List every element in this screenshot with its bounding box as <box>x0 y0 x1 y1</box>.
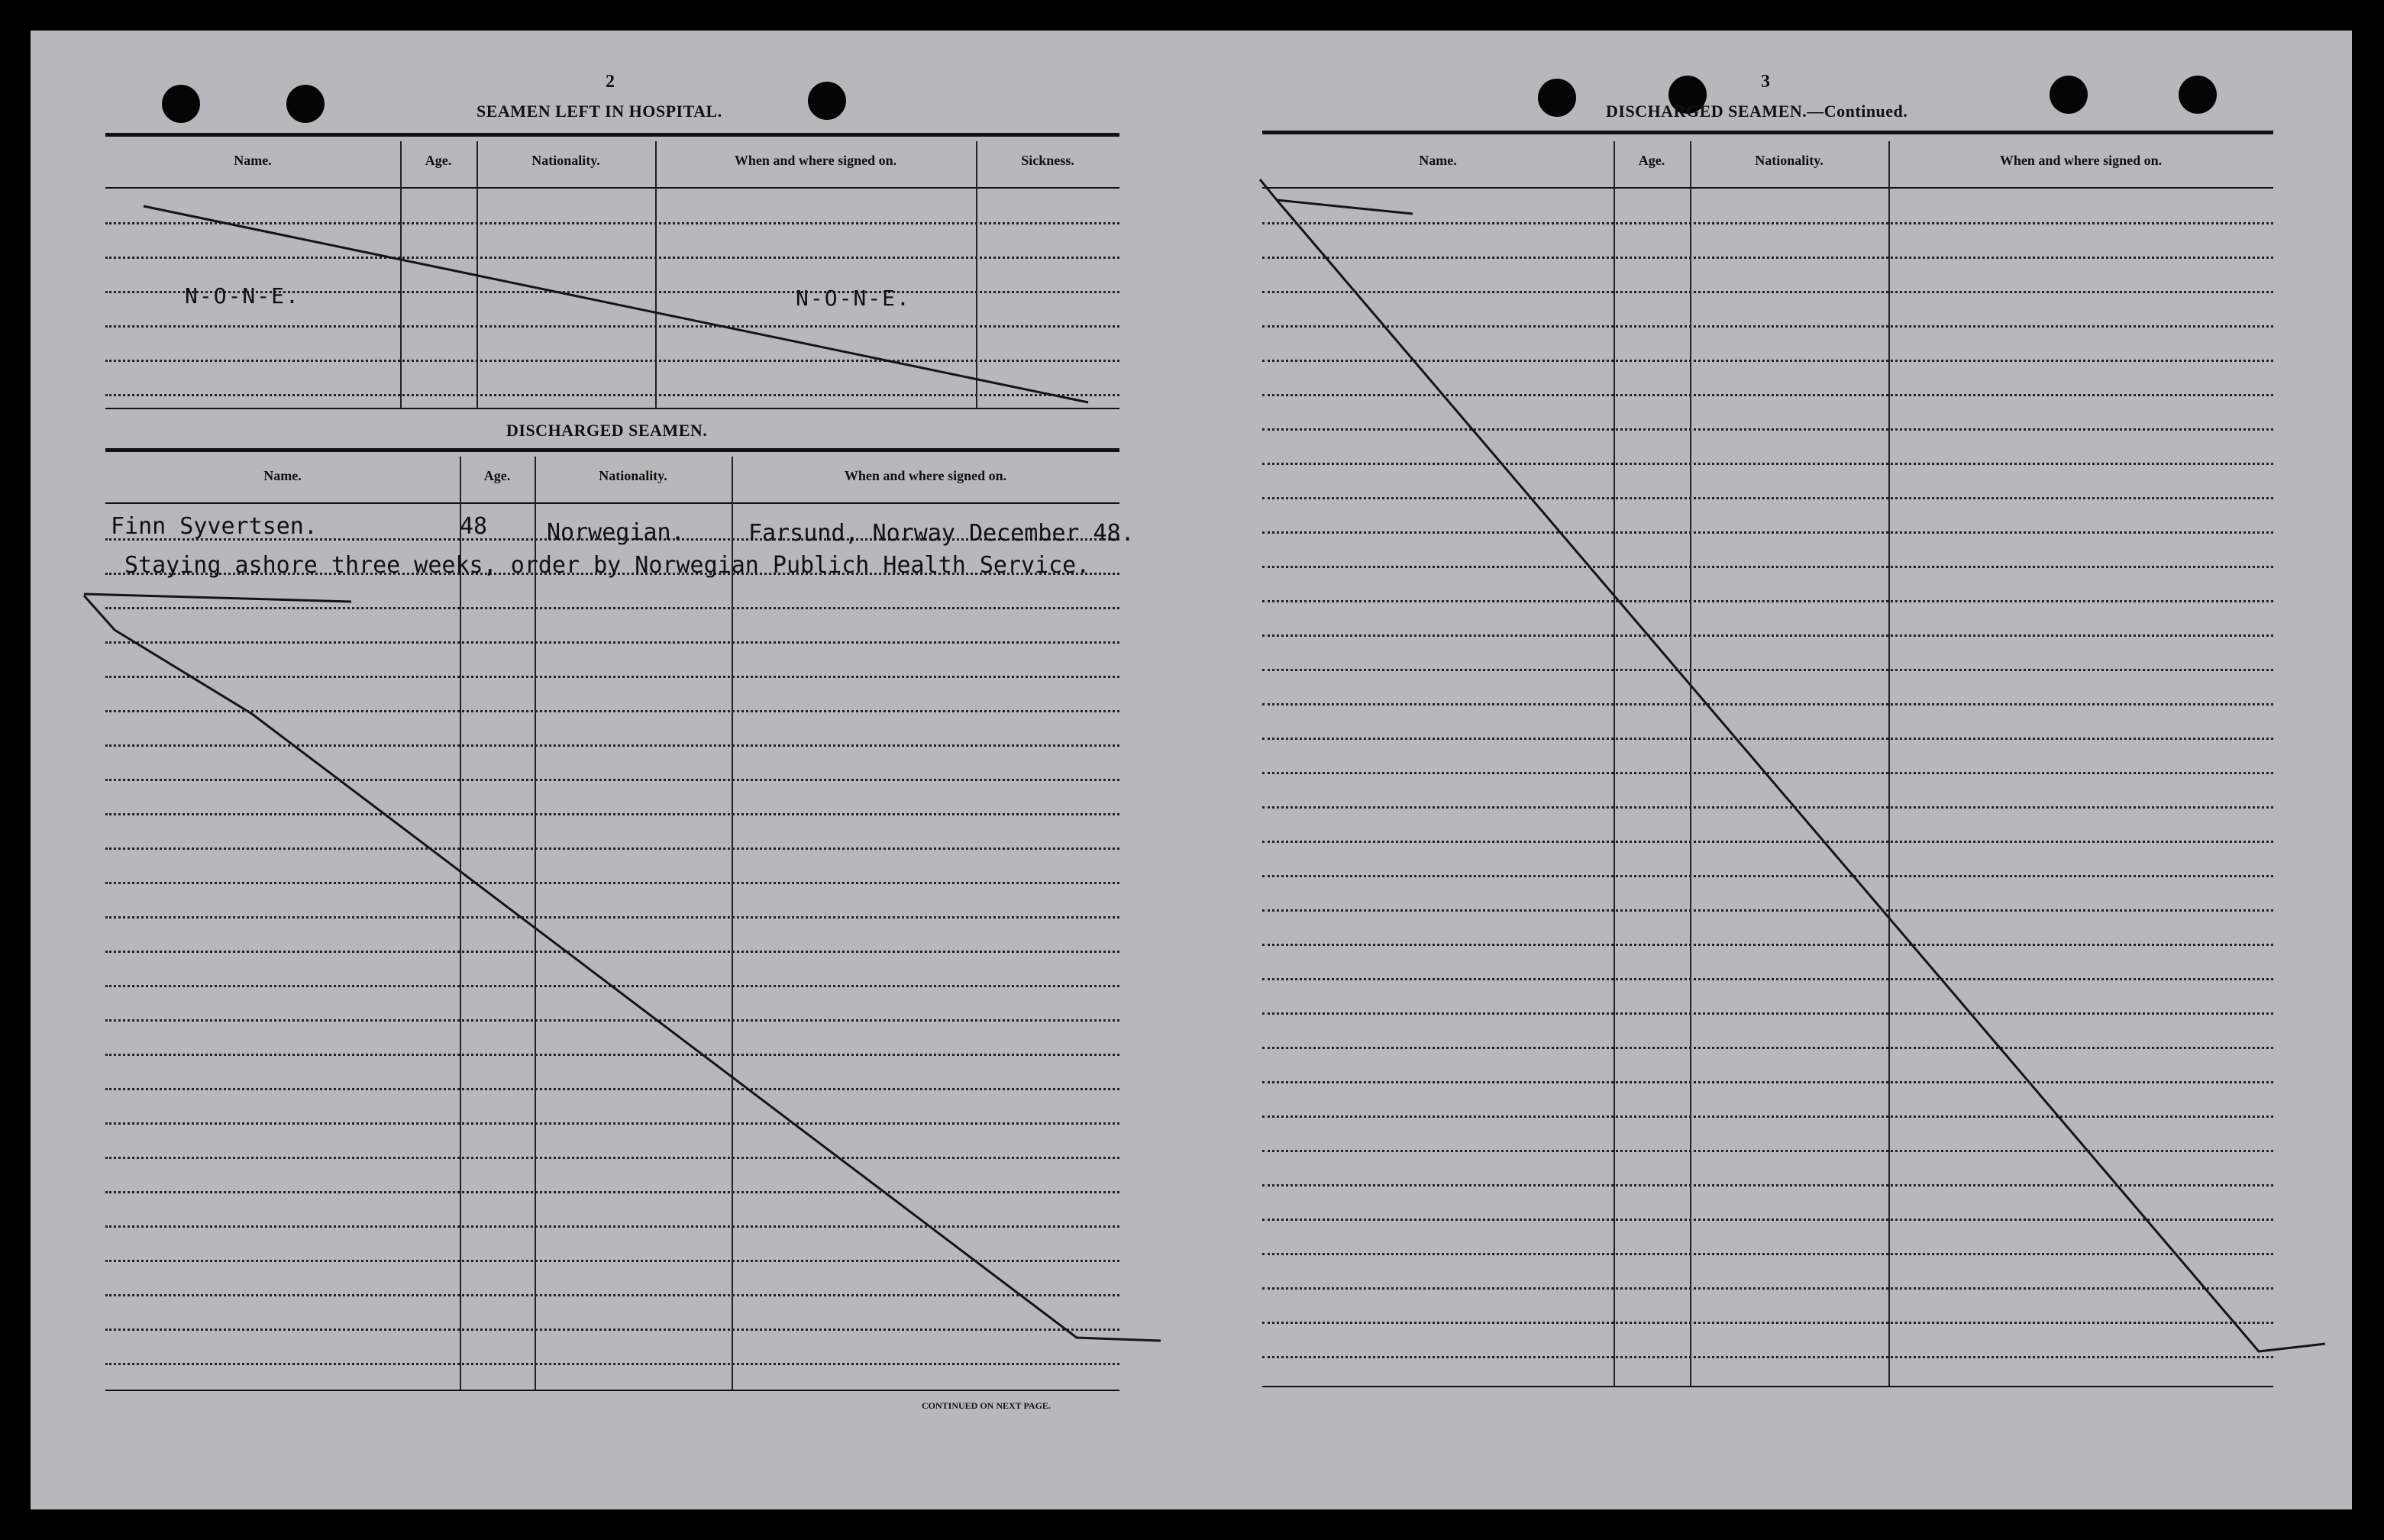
hospital-col-signed-on: When and where signed on. <box>734 153 897 168</box>
discharged-col-age: Age. <box>483 468 511 483</box>
right-col-nationality: Nationality. <box>1755 153 1824 168</box>
right-col-name: Name. <box>1419 153 1457 168</box>
hospital-col-age: Age. <box>425 153 452 168</box>
right-col-age: Age. <box>1638 153 1665 168</box>
discharged-col-nationality: Nationality. <box>599 468 667 483</box>
discharged-strike-line <box>84 594 1161 1341</box>
continued-footer: CONTINUED ON NEXT PAGE. <box>922 1400 1051 1411</box>
hospital-strike-line <box>144 206 1088 402</box>
discharged-continued-title: DISCHARGED SEAMEN.—Continued. <box>1606 102 1908 121</box>
discharged-col-signed-on: When and where signed on. <box>844 468 1007 483</box>
hospital-entry-signed-on: N-O-N-E. <box>796 286 911 311</box>
seaman-age: 48 <box>460 513 488 540</box>
seaman-remark: Staying ashore three weeks, order by Norwegian Publich Health Service. <box>124 552 1090 579</box>
page-number-right: 3 <box>1761 72 1770 92</box>
hospital-col-nationality: Nationality. <box>531 153 600 168</box>
seaman-nationality: Norwegian. <box>547 519 685 546</box>
right-strike-line <box>1260 179 2325 1351</box>
hospital-col-sickness: Sickness. <box>1021 153 1074 168</box>
discharged-col-name: Name. <box>263 468 302 483</box>
right-col-signed-on: When and where signed on. <box>1999 153 2163 168</box>
discharged-section-title: DISCHARGED SEAMEN. <box>506 421 708 440</box>
seaman-name: Finn Syvertsen. <box>111 513 318 540</box>
hospital-section-title: SEAMEN LEFT IN HOSPITAL. <box>476 102 722 121</box>
hospital-entry-name: N-O-N-E. <box>185 283 300 308</box>
page-number-left: 2 <box>606 72 615 92</box>
seaman-signed-on: Farsund, Norway December 48. <box>748 520 1135 547</box>
hospital-col-name: Name. <box>234 153 272 168</box>
